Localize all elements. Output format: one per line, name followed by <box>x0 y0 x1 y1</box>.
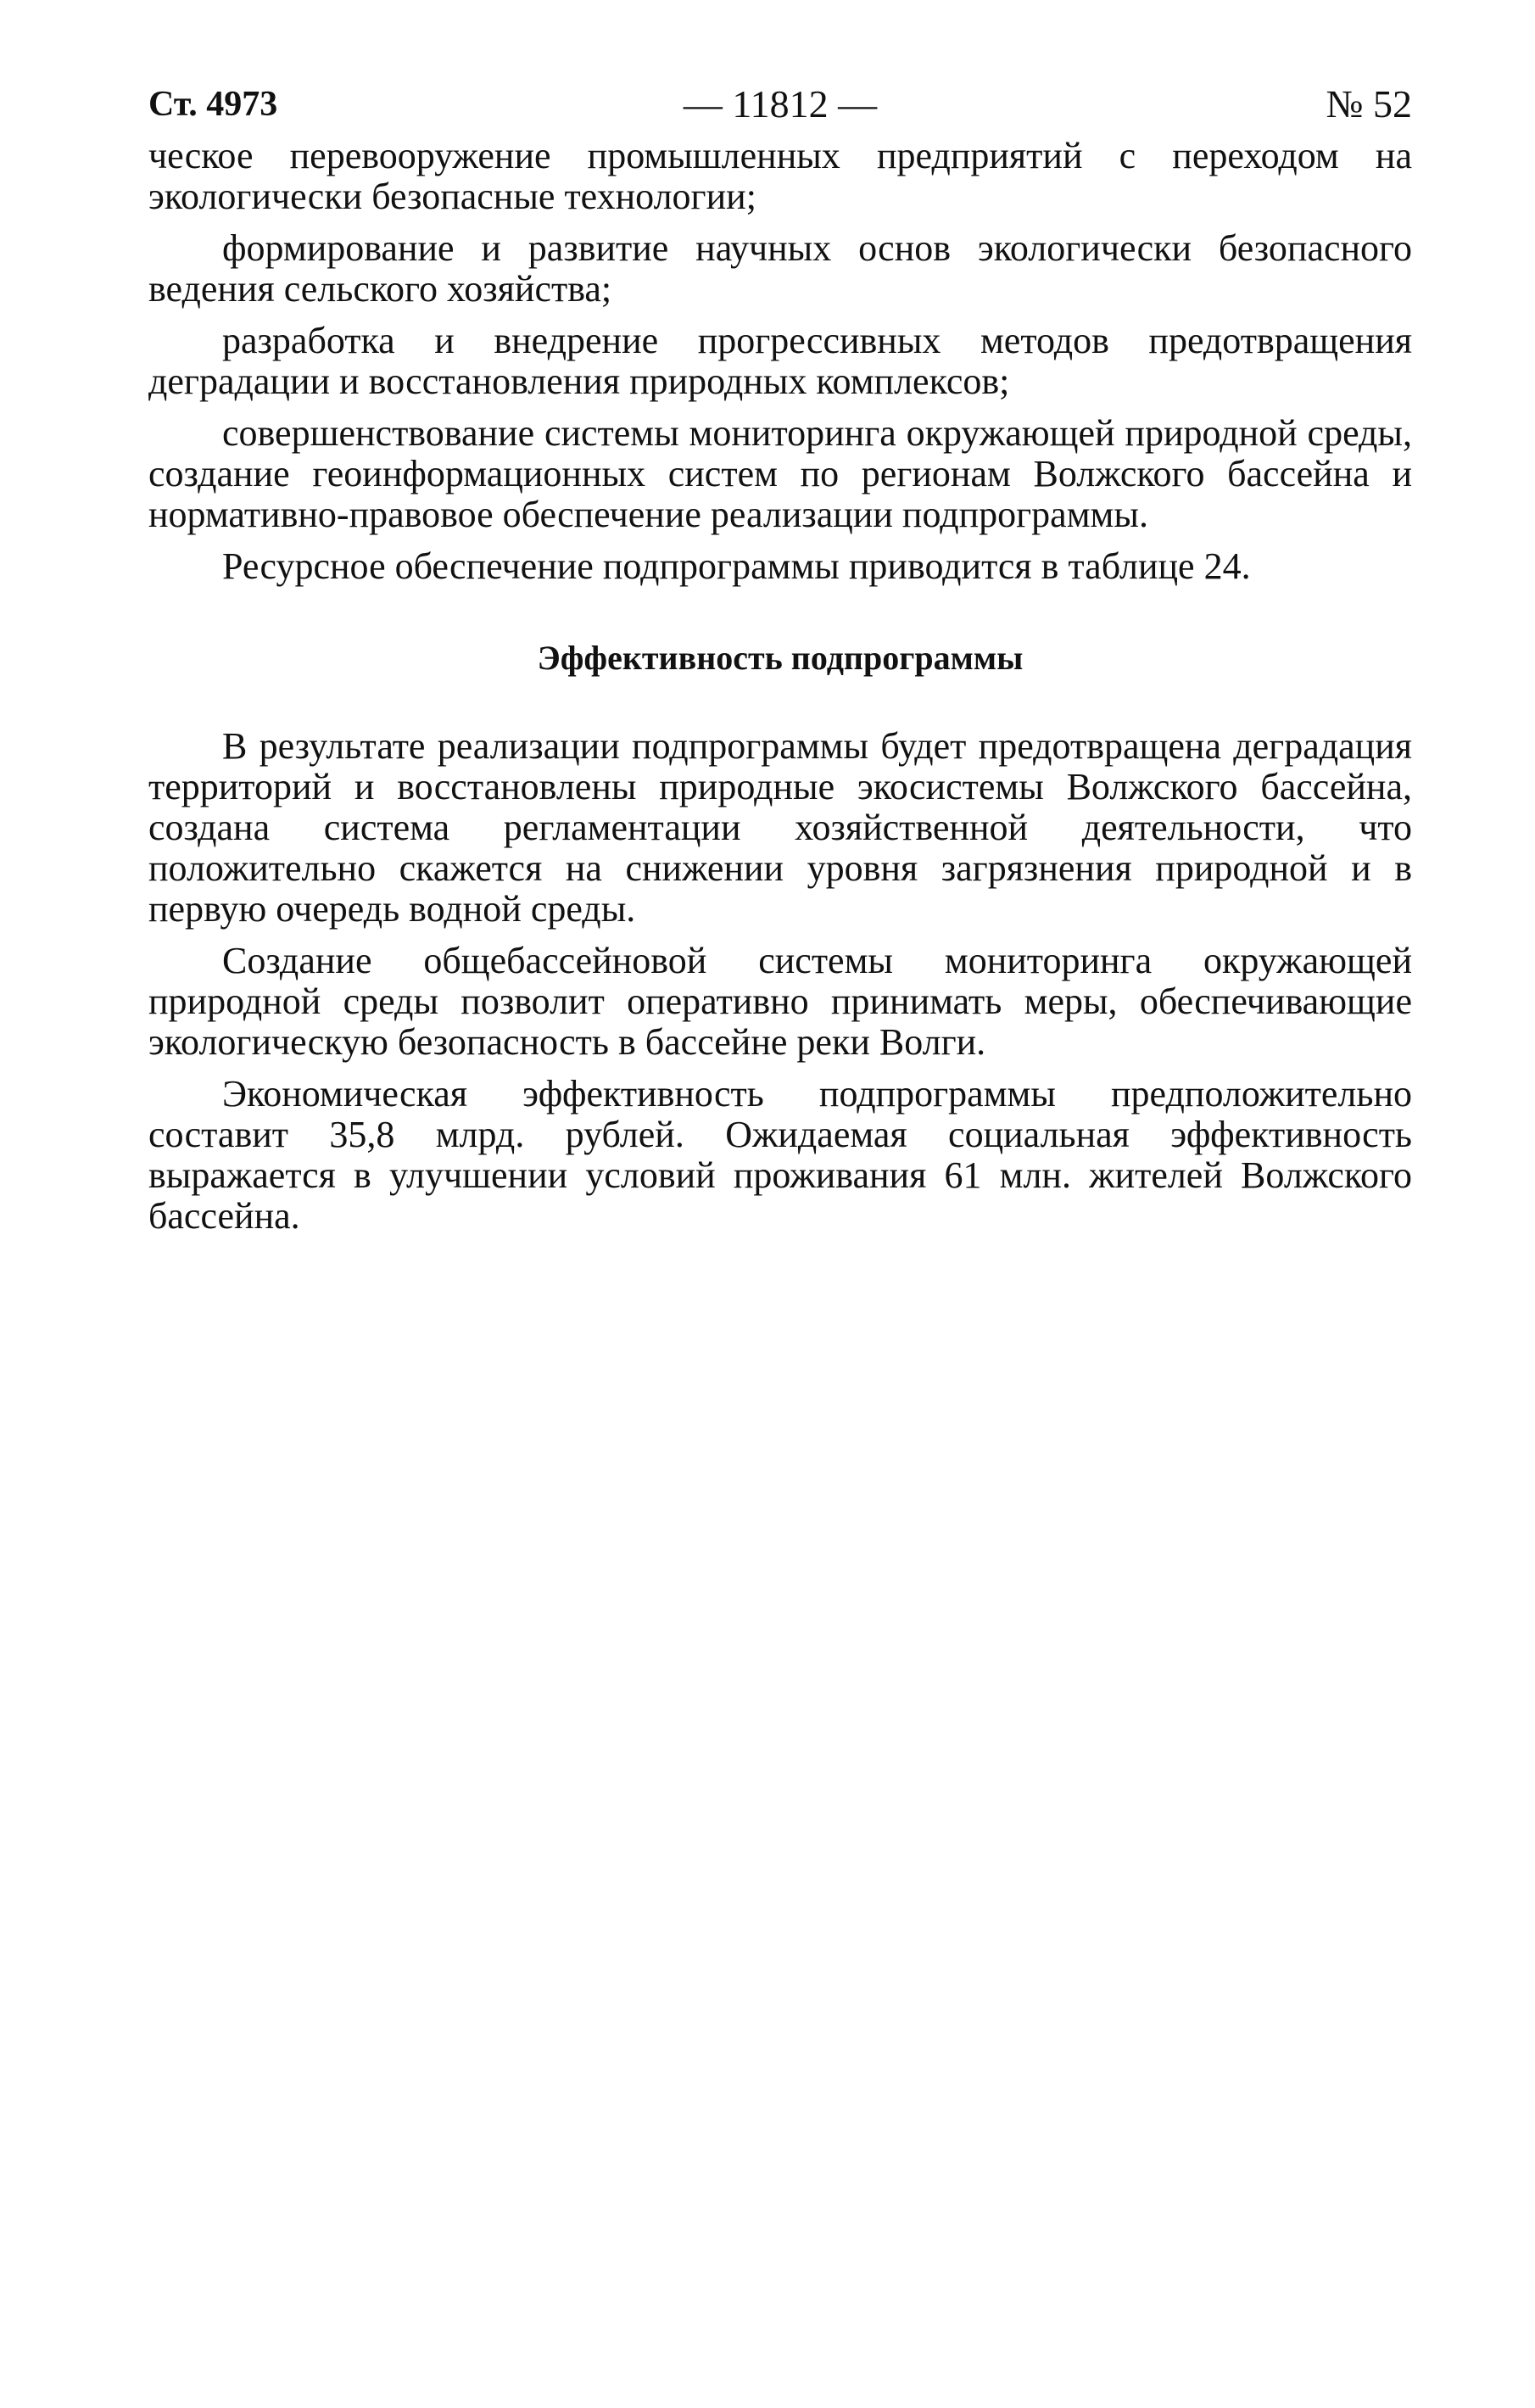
paragraph: совершенствование системы мониторинга окружающей природной среды, создание геоинформационных систем по регионам Волжского бассейна и нормативно-правовое обеспечение реализации подпрограммы. <box>148 412 1412 535</box>
page-header <box>148 75 1412 134</box>
article-number: Ст. 4973 <box>148 85 278 124</box>
document-page <box>148 75 1412 1248</box>
paragraph: Создание общебассейновой системы мониторинга окружающей природной среды позволит оперативно принимать меры, обеспечивающие экологическую безопасность в бассейне реки Волги. <box>148 940 1412 1063</box>
paragraph: В результате реализации подпрограммы будет предотвращена деградация территорий и восстановлены природные экосистемы Волжского бассейна, создана система регламентации хозяйственной деятельности, что положительно скажется на снижении уровня загрязнения природной и в первую очередь водной среды. <box>148 725 1412 930</box>
paragraph: формирование и развитие научных основ экологически безопасного ведения сельского хозяйства; <box>148 227 1412 310</box>
issue-number: № 52 <box>1326 82 1412 126</box>
section-title: Эффективность подпрограммы <box>537 639 1024 677</box>
page-number: — 11812 — <box>683 82 878 126</box>
paragraph: ческое перевооружение промышленных предприятий с переходом на экологически безопасные технологии; <box>148 135 1412 217</box>
paragraph: Ресурсное обеспечение подпрограммы приводится в таблице 24. <box>222 545 1251 587</box>
paragraph: Экономическая эффективность подпрограммы предположительно составит 35,8 млрд. рублей. Ожидаемая социальная эффективность выражается в улучшении условий проживания 61 млн. жителей Волжского бассейна. <box>148 1073 1412 1237</box>
document-body <box>148 136 1412 1237</box>
paragraph: разработка и внедрение прогрессивных методов предотвращения деградации и восстановления природных комплексов; <box>148 320 1412 402</box>
